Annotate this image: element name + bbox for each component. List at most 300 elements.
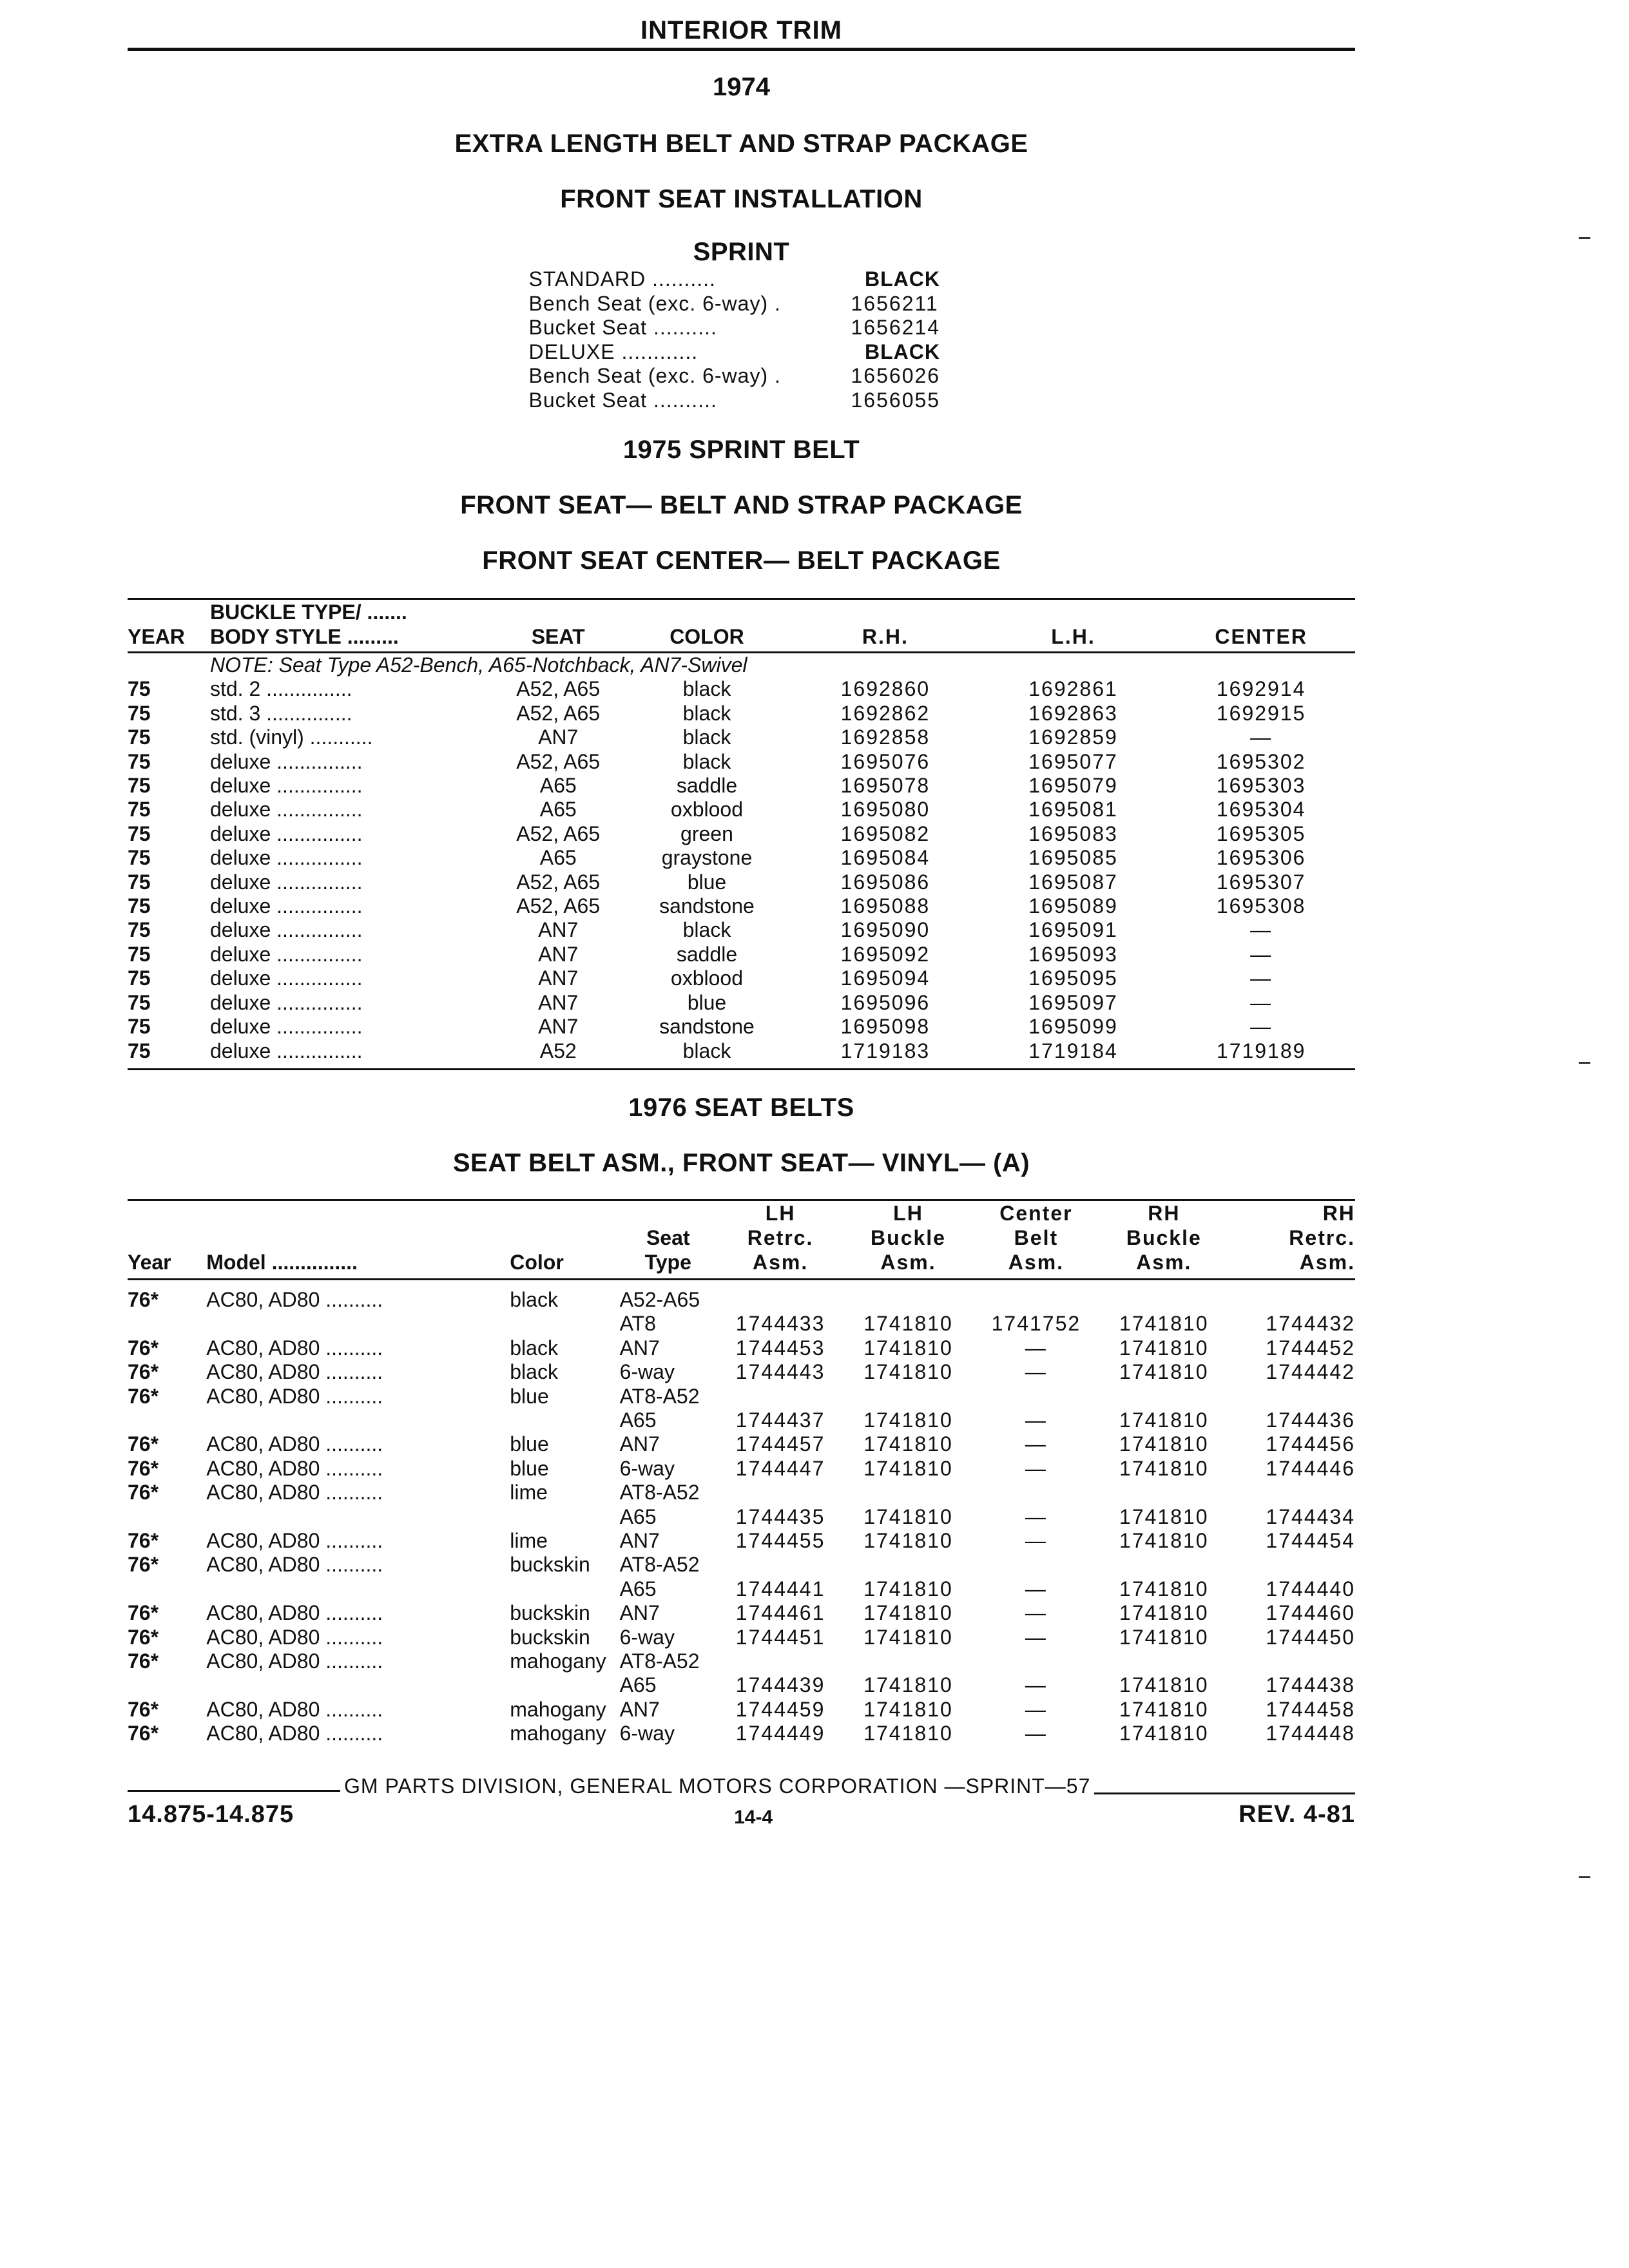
cell-center-belt	[972, 1649, 1100, 1673]
table-row	[128, 1673, 1355, 1697]
cell-year: 76*	[128, 1528, 159, 1552]
cell-rh: 1695078	[840, 774, 930, 798]
cell-color: black	[510, 1360, 558, 1384]
cell-model	[206, 1408, 510, 1432]
cell-lh: 1695093	[1028, 942, 1118, 966]
col-center: CENTER	[1215, 625, 1307, 648]
belt-package-table	[128, 600, 1355, 1063]
cell-lh: 1695089	[1028, 894, 1118, 918]
cell-lh-retrc	[717, 1279, 844, 1312]
table-row	[128, 1722, 1355, 1745]
cell-rh-retrc: 1744454	[1266, 1528, 1355, 1552]
col-rh-buckle-asm	[1100, 1201, 1228, 1280]
cell-buckle-body: deluxe ...............	[209, 990, 363, 1014]
col-buckle-type	[210, 600, 494, 653]
cell-center-belt: —	[1025, 1336, 1047, 1360]
table-row	[128, 846, 1355, 870]
footer-publisher: GM PARTS DIVISION, GENERAL MOTORS CORPORATION —SPRINT—57	[344, 1774, 1091, 1798]
cell-rh-retrc	[1228, 1553, 1355, 1577]
col-color	[510, 1201, 619, 1280]
sprint-row	[529, 389, 954, 413]
cell-rh: 1692858	[840, 726, 930, 749]
section-subtitle-center-belt: FRONT SEAT CENTER— BELT PACKAGE	[482, 546, 1001, 575]
col-seat-type-l1	[620, 1201, 717, 1225]
cell-buckle-body: deluxe ...............	[209, 1039, 363, 1062]
cell-color: mahogany	[510, 1697, 606, 1721]
cell-lh-buckle	[844, 1481, 972, 1504]
cell-rh-buckle: 1741810	[1119, 1504, 1209, 1528]
cell-lh-buckle: 1741810	[863, 1504, 953, 1528]
cell-model	[206, 1577, 510, 1601]
cell-center: —	[1250, 918, 1273, 942]
cell-lh: 1695087	[1028, 870, 1118, 894]
cell-color: black	[682, 1039, 731, 1062]
cell-buckle-body: deluxe ...............	[209, 846, 363, 870]
table-row	[128, 702, 1355, 726]
cell-rh-retrc: 1744446	[1266, 1456, 1355, 1480]
cell-center: 1719189	[1216, 1039, 1306, 1062]
cell-color: blue	[510, 1384, 549, 1408]
col-rh-buckle-asm-l3: Asm.	[1136, 1250, 1192, 1274]
sprint-row	[529, 292, 954, 316]
table-row	[128, 1336, 1355, 1360]
cell-seat-type: 6-way	[619, 1360, 675, 1384]
cell-color	[510, 1577, 619, 1601]
table-row	[128, 1279, 1355, 1312]
cell-lh: 1695081	[1028, 798, 1118, 822]
cell-seat-type: A65	[619, 1504, 657, 1528]
cell-center-belt	[972, 1481, 1100, 1504]
cell-lh-buckle	[844, 1385, 972, 1408]
cell-center: —	[1250, 942, 1273, 966]
sprint-row-label: Bucket Seat ..........	[528, 316, 717, 339]
col-rh: R.H.	[862, 625, 909, 648]
cell-color: mahogany	[510, 1649, 606, 1673]
col-rh-retrc-asm-l2: Retrc.	[1289, 1225, 1355, 1249]
cell-year: 76*	[128, 1722, 159, 1745]
table-row	[128, 1698, 1355, 1722]
table-row	[128, 1481, 1355, 1504]
cell-rh-buckle: 1741810	[1119, 1432, 1209, 1456]
cell-buckle-body: std. (vinyl) ...........	[209, 726, 373, 749]
col-seat-type-l3: Type	[644, 1250, 691, 1274]
table-row	[128, 798, 1355, 822]
cell-rh-retrc	[1228, 1385, 1355, 1408]
table-row	[128, 1457, 1355, 1481]
col-center-belt-asm-l1: Center	[999, 1201, 1073, 1225]
col-color: COLOR	[670, 625, 744, 648]
cell-year: 75	[128, 726, 151, 749]
cell-lh-buckle: 1741810	[863, 1625, 953, 1649]
cell-lh-retrc: 1744447	[735, 1456, 825, 1480]
cell-year	[128, 1408, 206, 1432]
cell-seat-type: A65	[619, 1408, 657, 1432]
cell-lh-buckle	[844, 1649, 972, 1673]
cell-lh-retrc	[717, 1481, 844, 1504]
cell-lh: 1692863	[1028, 701, 1118, 725]
footer-line	[128, 1774, 1355, 1798]
cell-lh-buckle	[844, 1553, 972, 1577]
cell-center: 1695303	[1216, 774, 1306, 798]
cell-model	[206, 1673, 510, 1697]
cell-color	[510, 1673, 619, 1697]
cell-lh-retrc: 1744459	[735, 1697, 825, 1721]
cell-year: 75	[128, 749, 151, 773]
cell-lh-retrc: 1744455	[735, 1528, 825, 1552]
cell-lh-buckle: 1741810	[863, 1408, 953, 1432]
cell-rh-buckle: 1741810	[1119, 1601, 1209, 1625]
cell-buckle-body: deluxe ...............	[209, 966, 363, 990]
cell-lh-buckle: 1741810	[863, 1697, 953, 1721]
table-row	[128, 1432, 1355, 1456]
sprint-row-value: 1656211	[851, 291, 939, 315]
cell-center-belt: 1741752	[991, 1312, 1081, 1336]
cell-model: AC80, AD80 ..........	[206, 1528, 383, 1552]
cell-year: 75	[128, 894, 151, 918]
cell-center-belt: —	[1025, 1722, 1047, 1745]
cell-seat-type: A65	[619, 1577, 657, 1600]
footer-revision: REV. 4-81	[1239, 1800, 1355, 1828]
cell-rh-retrc: 1744448	[1266, 1722, 1355, 1745]
col-rh-retrc-asm-l1: RH	[1322, 1201, 1355, 1225]
cell-year: 75	[128, 798, 151, 822]
cell-year	[128, 1505, 206, 1529]
cell-center-belt: —	[1025, 1408, 1047, 1432]
header-rule	[128, 48, 1355, 51]
cell-rh-retrc: 1744436	[1266, 1408, 1355, 1432]
cell-model: AC80, AD80 ..........	[206, 1601, 383, 1625]
cell-center: 1692914	[1216, 677, 1306, 701]
cell-buckle-body: deluxe ...............	[209, 822, 363, 845]
cell-center-belt: —	[1025, 1673, 1047, 1697]
cell-lh-buckle	[844, 1279, 972, 1312]
col-center-belt-asm-l3: Asm.	[1008, 1250, 1065, 1274]
footer-page-number: 14-4	[734, 1806, 773, 1828]
cell-lh: 1695077	[1028, 749, 1118, 773]
table-note: NOTE: Seat Type A52-Bench, A65-Notchback, AN7-Swivel	[209, 653, 747, 677]
seat-belt-asm-table	[128, 1201, 1355, 1746]
table-row	[128, 1505, 1355, 1529]
sprint-row	[529, 267, 954, 292]
cell-rh: 1695094	[840, 966, 930, 990]
table-row	[128, 750, 1355, 774]
col-buckle-type-line1: BUCKLE TYPE/ .......	[209, 601, 407, 624]
sprint-row-value: BLACK	[865, 267, 940, 291]
cell-color: black	[682, 726, 731, 749]
sprint-row-value: 1656055	[851, 388, 941, 412]
cell-seat-type: AN7	[619, 1601, 660, 1625]
cell-color: black	[682, 918, 731, 942]
cell-center: —	[1250, 726, 1273, 749]
cell-year: 76*	[128, 1360, 159, 1384]
cell-center: 1695307	[1216, 870, 1306, 894]
cell-color	[510, 1312, 619, 1336]
cell-rh: 1695090	[840, 918, 930, 942]
cell-year: 75	[128, 918, 151, 942]
cell-color: sandstone	[659, 894, 755, 918]
cell-color: black	[510, 1287, 558, 1311]
table-row	[128, 1626, 1355, 1649]
col-lh-buckle-asm-l2: Buckle	[871, 1225, 946, 1249]
cell-lh-retrc: 1744439	[735, 1673, 825, 1697]
cell-color	[510, 1408, 619, 1432]
cell-rh-buckle	[1100, 1649, 1228, 1673]
table-row	[128, 726, 1355, 749]
cell-lh-retrc: 1744435	[735, 1504, 825, 1528]
cell-year: 76*	[128, 1481, 159, 1504]
table-row	[128, 894, 1355, 918]
margin-tick-mark	[1579, 237, 1590, 239]
cell-lh-buckle: 1741810	[863, 1336, 953, 1360]
col-lh-retrc-asm-l1: LH	[765, 1201, 796, 1225]
cell-rh-buckle	[1100, 1481, 1228, 1504]
cell-color: blue	[687, 990, 727, 1014]
cell-seat: A52, A65	[516, 822, 601, 845]
col-color-l3: Color	[510, 1250, 564, 1274]
cell-lh: 1695099	[1028, 1015, 1118, 1039]
cell-center-belt: —	[1025, 1456, 1047, 1480]
cell-rh-retrc: 1744456	[1266, 1432, 1355, 1456]
cell-color: lime	[510, 1481, 548, 1504]
cell-seat-type: A52-A65	[619, 1287, 700, 1311]
cell-lh-retrc	[717, 1553, 844, 1577]
sprint-row	[529, 364, 954, 389]
cell-year: 75	[128, 822, 151, 845]
table-row	[128, 1553, 1355, 1577]
cell-seat: AN7	[538, 942, 579, 966]
cell-year: 76*	[128, 1649, 159, 1673]
col-lh-retrc-asm-l3: Asm.	[752, 1250, 809, 1274]
col-lh-buckle-asm-l1: LH	[893, 1201, 923, 1225]
cell-year: 75	[128, 870, 151, 894]
section-title-1975-sprint-belt: 1975 SPRINT BELT	[622, 436, 860, 464]
cell-color: blue	[510, 1432, 549, 1456]
cell-lh: 1692861	[1028, 677, 1118, 701]
cell-center-belt: —	[1025, 1528, 1047, 1552]
cell-model: AC80, AD80 ..........	[206, 1625, 383, 1649]
cell-rh-buckle: 1741810	[1119, 1577, 1209, 1600]
cell-year: 76*	[128, 1601, 159, 1625]
cell-lh: 1692859	[1028, 726, 1118, 749]
cell-seat: A52, A65	[516, 749, 601, 773]
cell-lh-retrc: 1744451	[735, 1625, 825, 1649]
cell-year: 76*	[128, 1553, 159, 1577]
cell-lh-retrc	[717, 1649, 844, 1673]
col-year-l3: Year	[128, 1250, 171, 1274]
cell-center-belt: —	[1025, 1360, 1047, 1384]
cell-buckle-body: deluxe ...............	[209, 870, 363, 894]
cell-seat: AN7	[538, 1015, 579, 1039]
cell-buckle-body: deluxe ...............	[209, 749, 363, 773]
cell-center: —	[1250, 990, 1273, 1014]
cell-year: 76*	[128, 1625, 159, 1649]
cell-lh-retrc: 1744453	[735, 1336, 825, 1360]
col-lh-buckle-asm-l3: Asm.	[880, 1250, 936, 1274]
section-title-extra-length: EXTRA LENGTH BELT AND STRAP PACKAGE	[454, 130, 1028, 158]
cell-rh-retrc	[1228, 1649, 1355, 1673]
table-row	[128, 1529, 1355, 1553]
table-row	[128, 870, 1355, 894]
cell-year: 75	[128, 1015, 151, 1039]
footer-bottom	[128, 1801, 1355, 1829]
col-seat-type	[620, 1201, 717, 1280]
cell-buckle-body: deluxe ...............	[209, 918, 363, 942]
cell-rh: 1695080	[840, 798, 930, 822]
cell-year: 75	[128, 990, 151, 1014]
cell-lh-retrc: 1744441	[735, 1577, 825, 1600]
cell-lh: 1719184	[1028, 1039, 1118, 1062]
cell-rh: 1719183	[840, 1039, 930, 1062]
cell-buckle-body: deluxe ...............	[209, 798, 363, 822]
sprint-row-label: STANDARD ..........	[528, 267, 716, 291]
cell-buckle-body: std. 2 ...............	[209, 677, 352, 701]
sprint-row	[529, 340, 954, 365]
cell-color: black	[682, 677, 731, 701]
table-row	[128, 774, 1355, 798]
cell-color: black	[682, 701, 731, 725]
cell-rh-retrc: 1744460	[1266, 1601, 1355, 1625]
cell-rh-retrc: 1744458	[1266, 1697, 1355, 1721]
section-subtitle-front-seat-installation: FRONT SEAT INSTALLATION	[560, 185, 923, 213]
cell-seat-type: AN7	[619, 1432, 660, 1456]
cell-color: black	[510, 1336, 558, 1360]
cell-center: 1695302	[1216, 749, 1306, 773]
cell-model: AC80, AD80 ..........	[206, 1384, 383, 1408]
cell-seat: A52	[539, 1039, 577, 1062]
cell-seat: A52, A65	[516, 701, 601, 725]
cell-color: sandstone	[659, 1015, 755, 1039]
cell-year	[128, 1312, 206, 1336]
col-year: YEAR	[128, 625, 185, 648]
col-year	[128, 1201, 206, 1280]
cell-center: —	[1250, 966, 1273, 990]
col-year-l1	[128, 1201, 206, 1225]
sprint-row-label: Bench Seat (exc. 6-way) .	[528, 291, 781, 315]
cell-rh: 1695076	[840, 749, 930, 773]
cell-seat-type: AT8-A52	[619, 1384, 700, 1408]
cell-year: 76*	[128, 1697, 159, 1721]
cell-model	[206, 1312, 510, 1336]
cell-rh-retrc: 1744442	[1266, 1360, 1355, 1384]
cell-lh-buckle: 1741810	[863, 1312, 953, 1336]
col-year-l2	[128, 1225, 206, 1250]
cell-lh: 1695095	[1028, 966, 1118, 990]
cell-color: lime	[510, 1528, 548, 1552]
cell-rh: 1695088	[840, 894, 930, 918]
cell-lh-buckle: 1741810	[863, 1432, 953, 1456]
col-lh-retrc-asm-l2: Retrc.	[747, 1225, 814, 1249]
cell-lh: 1695085	[1028, 846, 1118, 870]
cell-rh-buckle: 1741810	[1119, 1722, 1209, 1745]
col-seat-type-l2: Seat	[646, 1225, 690, 1249]
section-title-1976-seat-belts: 1976 SEAT BELTS	[628, 1093, 854, 1122]
col-rh-retrc-asm-l3: Asm.	[1299, 1250, 1355, 1274]
sprint-row	[529, 316, 954, 340]
table-row	[128, 918, 1355, 942]
cell-year: 76*	[128, 1287, 159, 1311]
cell-model: AC80, AD80 ..........	[206, 1432, 383, 1456]
cell-center-belt	[972, 1279, 1100, 1312]
cell-center: 1692915	[1216, 701, 1306, 725]
cell-rh-buckle: 1741810	[1119, 1336, 1209, 1360]
table-row	[128, 1577, 1355, 1601]
col-model-l1	[206, 1201, 510, 1225]
sprint-row-label: Bench Seat (exc. 6-way) .	[528, 364, 781, 387]
cell-lh-retrc: 1744449	[735, 1722, 825, 1745]
col-color-l2	[510, 1225, 619, 1250]
cell-lh-retrc: 1744461	[735, 1601, 825, 1625]
cell-center-belt: —	[1025, 1432, 1047, 1456]
cell-lh-buckle: 1741810	[863, 1456, 953, 1480]
cell-lh-retrc: 1744457	[735, 1432, 825, 1456]
cell-year: 75	[128, 677, 151, 701]
col-color-l1	[510, 1201, 619, 1225]
cell-color: buckskin	[510, 1601, 590, 1625]
col-seat: SEAT	[531, 625, 585, 648]
cell-year	[128, 1673, 206, 1697]
cell-seat-type: 6-way	[619, 1625, 675, 1649]
cell-seat-type: 6-way	[619, 1456, 675, 1480]
cell-center: 1695304	[1216, 798, 1306, 822]
cell-seat: AN7	[538, 918, 579, 942]
col-model-l2	[206, 1225, 510, 1250]
cell-color: blue	[687, 870, 727, 894]
cell-seat: AN7	[538, 990, 579, 1014]
cell-seat-type: AT8-A52	[619, 1553, 700, 1577]
cell-rh: 1695082	[840, 822, 930, 845]
cell-color: buckskin	[510, 1553, 590, 1577]
cell-lh-buckle: 1741810	[863, 1528, 953, 1552]
cell-model: AC80, AD80 ..........	[206, 1360, 383, 1384]
cell-year: 75	[128, 701, 151, 725]
cell-lh-retrc: 1744443	[735, 1360, 825, 1384]
col-center-belt-asm	[972, 1201, 1100, 1280]
sprint-part-list	[529, 267, 954, 412]
cell-year: 75	[128, 942, 151, 966]
cell-seat-type: AT8-A52	[619, 1649, 700, 1673]
cell-color: saddle	[676, 942, 738, 966]
cell-buckle-body: deluxe ...............	[209, 942, 363, 966]
cell-rh-buckle	[1100, 1553, 1228, 1577]
cell-color: black	[682, 749, 731, 773]
table-row	[128, 677, 1355, 701]
cell-seat-type: AT8-A52	[619, 1481, 700, 1504]
sprint-row-value: 1656026	[851, 364, 941, 387]
cell-rh-buckle	[1100, 1279, 1228, 1312]
cell-lh: 1695091	[1028, 918, 1118, 942]
cell-color	[510, 1505, 619, 1529]
cell-seat: A65	[539, 846, 577, 870]
cell-rh-retrc	[1228, 1481, 1355, 1504]
col-lh-retrc-asm	[717, 1201, 844, 1280]
table-row	[128, 966, 1355, 990]
section-subtitle-seat-belt-asm: SEAT BELT ASM., FRONT SEAT— VINYL— (A)	[452, 1148, 1030, 1177]
cell-rh-retrc: 1744452	[1266, 1336, 1355, 1360]
cell-seat: A65	[539, 798, 577, 822]
cell-seat-type: 6-way	[619, 1722, 675, 1745]
col-model	[206, 1201, 510, 1280]
table-row	[128, 1039, 1355, 1063]
cell-lh-buckle: 1741810	[863, 1673, 953, 1697]
cell-lh: 1695079	[1028, 774, 1118, 798]
cell-model: AC80, AD80 ..........	[206, 1287, 383, 1311]
cell-seat-type: AT8	[619, 1312, 656, 1336]
cell-center: 1695306	[1216, 846, 1306, 870]
document-page	[128, 13, 1355, 1829]
table-row	[128, 1385, 1355, 1408]
cell-lh: 1695097	[1028, 990, 1118, 1014]
cell-center-belt: —	[1025, 1601, 1047, 1625]
